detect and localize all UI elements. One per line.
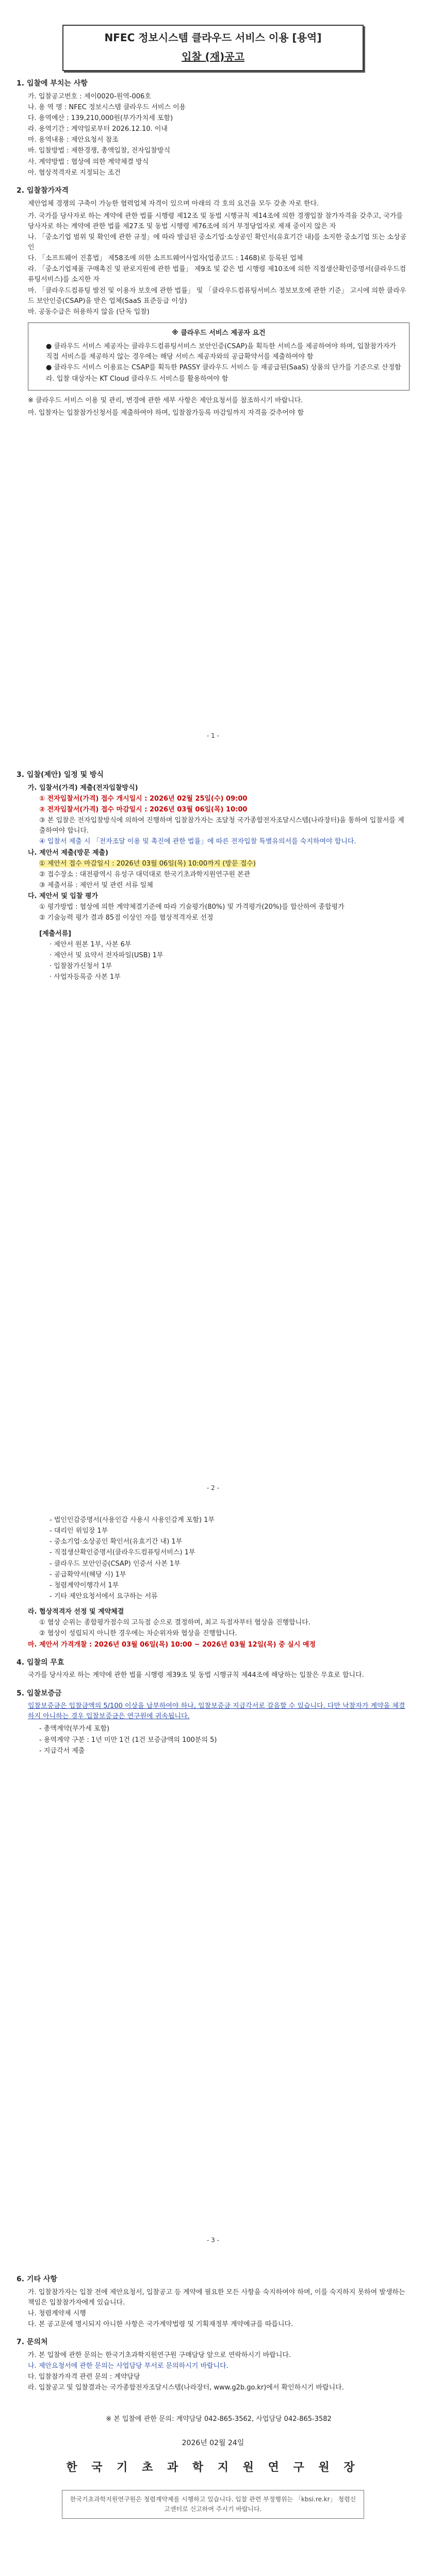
sub-heading: 나. 제안서 제출(방문 제출) <box>28 849 108 857</box>
page-number: - 1 - <box>207 732 219 740</box>
list-item: ③ 제출서류 : 제안서 및 관련 서류 일체 <box>39 881 153 889</box>
sub-heading: 라. 협상적격자 선정 및 계약체결 <box>28 1608 124 1616</box>
issue-date: 2026년 02월 24일 <box>182 2438 244 2447</box>
page-title: NFEC 정보시스템 클라우드 서비스 이용 [용역] <box>104 31 322 44</box>
page-4 <box>0 2257 426 2576</box>
box-line: 라. 입찰 대상자는 KT Cloud 클라우드 서비스를 활용하여야 함 <box>46 375 228 383</box>
footer <box>17 2414 409 2519</box>
section-heading-2: 2. 입찰참가자격 <box>17 186 69 195</box>
price-opening: 마. 제안서 가격개찰 : 2026년 03월 06일(목) 10:00 ~ 2026년 03월 12일(목) 중 실시 예정 <box>28 1640 316 1649</box>
section-heading-3: 3. 입찰(제안) 일정 및 방식 <box>17 771 104 779</box>
list-item: - 직접생산확인증명서(클라우드컴퓨팅서비스) 1부 <box>50 1549 195 1557</box>
list-item: ④ 입찰서 제출 시 「전자조달 이용 및 촉진에 관한 법률」에 따른 전자입찰 특별유의서를 숙지하여야 합니다. <box>39 838 356 846</box>
contact-line: ※ 본 입찰에 관한 문의: 계약담당 042-865-3562, 사업담당 042-865-3582 <box>106 2415 332 2423</box>
list-item: ① 협상 순위는 종합평가점수의 고득점 순으로 결정하며, 최고 득점자부터 협상을 진행합니다. <box>39 1619 310 1627</box>
list-item: - 지급각서 제출 <box>39 1747 85 1755</box>
integrity-notice: 한국기초과학지원연구원은 청렴계약제를 시행하고 있습니다. 입찰 관련 부정행위는 「kbsi.re.kr」 청렴신고센터로 신고하여 주시기 바랍니다. <box>62 2490 364 2518</box>
list-item: ① 평가방법 : 협상에 의한 계약체결기준에 따라 기술평가(80%) 및 가격평가(20%)를 합산하여 종합평가 <box>39 903 345 911</box>
list-item: 가. 본 입찰에 관한 문의는 한국기초과학지원연구원 구매담당 앞으로 연락하시기 바랍니다. <box>28 2351 291 2359</box>
section-heading-5: 5. 입찰보증금 <box>17 1689 62 1698</box>
section-heading-6: 6. 기타 사항 <box>17 2275 57 2283</box>
list-item: 가. 입찰참가자는 입찰 전에 제안요청서, 입찰공고 등 계약에 필요한 모든 사항을 숙지하여야 하며, 이를 숙지하지 못하여 발생하는 책임은 입찰참가자에게 있습니다. <box>28 2288 405 2307</box>
list-item: - 클라우드 보안인증(CSAP) 인증서 사본 1부 <box>50 1560 181 1568</box>
list-item: · 입찰참가신청서 1부 <box>50 962 112 970</box>
proposal-deadline: ① 제안서 접수 마감일시 : 2026년 03월 06일(목) 10:00까지 (방문 접수) <box>39 859 256 868</box>
box-line: ● 클라우드 서비스 이용료는 CSAP를 획득한 PASSY 클라우드 서비스 등 재공급된(SaaS) 상품의 단가를 기준으로 산정함 <box>46 364 401 372</box>
list-item: 라. 「중소기업제품 구매촉진 및 판로지원에 관한 법률」 제9조 및 같은 법 시행령 제10조에 의한 직접생산확인증명서(클라우드컴퓨팅서비스)를 소지한 자 <box>28 265 406 284</box>
page-number: - 2 - <box>207 1484 219 1492</box>
list-item: 다. 본 공고문에 명시되지 아니한 사항은 국가계약법령 및 기획재정부 계약예규를 따릅니다. <box>28 2320 293 2329</box>
note: ※ 클라우드 서비스 이용 및 관리, 변경에 관한 세부 사항은 제안요청서를 참조하시기 바랍니다. <box>28 396 303 404</box>
list-item: 나. 「중소기업 범위 및 확인에 관한 규정」에 따라 발급된 중소기업·소상공인 확인서(유효기간 내)를 소지한 중소기업 또는 소상공인 <box>28 233 407 252</box>
list-item: · 사업자등록증 사본 1부 <box>50 973 121 981</box>
list-item: 마. 「클라우드컴퓨팅 발전 및 이용자 보호에 관한 법률」 및 「클라우드컴퓨팅서비스 정보보호에 관한 기준」 고시에 의한 클라우드 보안인증(CSAP)을 받은 업체(SaaS 표준등급 이상) <box>28 286 406 305</box>
note: 마. 입찰자는 입찰참가신청서를 제출하여야 하며, 입찰참가등록 마감일까지 자격을 갖추어야 함 <box>28 409 304 417</box>
list-item: 바. 입찰방법 : 제한경쟁, 총액입찰, 전자입찰방식 <box>28 147 171 155</box>
list-item: 가. 국가를 당사자로 하는 계약에 관한 법률 시행령 제12조 및 동법 시행규칙 제14조에 의한 경쟁입찰 참가자격을 갖추고, 국가를 당사자로 하는 계약에 관한 법률 제27조 및 동법 시행령 제76조에 의거 부정당업자로 제재 중이지 않은 자 <box>28 212 403 230</box>
page-2 <box>0 752 426 1504</box>
issuer-name: 한 국 기 초 과 학 지 원 연 구 원 장 <box>66 2461 360 2475</box>
list-item: ② 기술능력 평가 결과 85점 이상인 자를 협상적격자로 선정 <box>39 914 214 922</box>
list-item: 다. 용역예산 : 139,210,000원(부가가치세 포함) <box>28 114 173 122</box>
page-subtitle: 입찰 (재)공고 <box>182 50 244 63</box>
list-item: 가. 입찰공고번호 : 제이0020-원역-006호 <box>28 92 151 100</box>
list-item: - 용역계약 구분 : 1년 미만 1건 (1건 보증금액의 100분의 5) <box>39 1736 217 1744</box>
list-item: - 공급확약서(해당 시) 1부 <box>50 1570 126 1579</box>
schedule-open: ① 전자입찰서(가격) 접수 개시일시 : 2026년 02월 25일(수) 09:00 <box>39 794 248 803</box>
list-item: 다. 입찰참가자격 관련 문의 : 계약담당 <box>28 2373 140 2381</box>
list-item: ③ 본 입찰은 전자입찰방식에 의하여 진행하며 입찰참가자는 조달청 국가종합전자조달시스템(나라장터)을 통하여 입찰서를 제출하여야 합니다. <box>39 817 404 835</box>
list-item: - 기타 제안요청서에서 요구하는 서류 <box>50 1592 158 1600</box>
section-text: 입찰보증금은 입찰금액의 5/100 이상을 납부하여야 하나, 입찰보증금 지급각서로 갈음할 수 있습니다. 다만 낙찰자가 계약을 체결하지 아니하는 경우 입찰보증금은 연구원에 귀속됩니다. <box>28 1702 405 1721</box>
list-item: - 중소기업·소상공인 확인서(유효기간 내) 1부 <box>50 1538 183 1546</box>
list-item: - 대리인 위임장 1부 <box>50 1527 108 1535</box>
list-item: 다. 「소프트웨어 진흥법」 제58조에 의한 소프트웨어사업자(업종코드 : 1468)로 등록된 업체 <box>28 255 303 263</box>
sub-heading: 가. 입찰서(가격) 제출(전자입찰방식) <box>28 784 138 792</box>
schedule-close: ② 전자입찰서(가격) 접수 마감일시 : 2026년 03월 06일(목) 10:00 <box>39 805 248 814</box>
list-item: 나. 용 역 명 : NFEC 정보시스템 클라우드 서비스 이용 <box>28 103 186 111</box>
page-3 <box>0 1504 426 2257</box>
page-number: - 3 - <box>207 2236 219 2244</box>
list-item: 라. 용역기간 : 계약일로부터 2026.12.10. 이내 <box>28 125 168 133</box>
list-title: [제출서류] <box>39 929 72 938</box>
list-item: ② 접수장소 : 대전광역시 유성구 대덕대로 한국기초과학지원연구원 본관 <box>39 870 251 878</box>
box-line: ● 클라우드 서비스 제공자는 클라우드컴퓨팅서비스 보안인증(CSAP)을 획득한 서비스를 제공하여야 하며, 입찰참가자가 직접 서비스를 제공하지 않는 경우에는 해당 서비스 제공자와의 공급확약서를 제출하여야 함 <box>46 343 396 361</box>
box-title: ※ 클라우드 서비스 제공자 요건 <box>172 329 266 337</box>
list-item: 나. 청렴계약제 시행 <box>28 2309 86 2317</box>
list-item: · 제안서 및 요약서 전자파일(USB) 1부 <box>50 951 163 959</box>
list-item: · 제안서 원본 1부, 사본 6부 <box>50 940 132 948</box>
list-item: 사. 계약방법 : 협상에 의한 계약체결 방식 <box>28 158 149 166</box>
list-item: 바. 공동수급은 허용하지 않음 (단독 입찰) <box>28 308 150 316</box>
page-1 <box>0 0 426 752</box>
sub-heading: 다. 제안서 및 입찰 평가 <box>28 892 99 901</box>
section-heading-1: 1. 입찰에 부치는 사항 <box>17 79 88 88</box>
list-item: ② 협상이 성립되지 아니한 경우에는 차순위자와 협상을 진행합니다. <box>39 1630 237 1638</box>
title-box <box>62 25 364 71</box>
list-item: 라. 입찰공고 및 입찰결과는 국가종합전자조달시스템(나라장터, www.g2b.go.kr)에서 확인하시기 바랍니다. <box>28 2384 344 2392</box>
section-heading-7: 7. 문의처 <box>17 2338 48 2347</box>
section-text: 국가를 당사자로 하는 계약에 관한 법률 시행령 제39조 및 동법 시행규칙 제44조에 해당하는 입찰은 무효로 합니다. <box>28 1671 364 1680</box>
requirement-box <box>28 323 409 391</box>
list-item: - 청렴계약이행각서 1부 <box>50 1581 119 1589</box>
list-item: - 법인인감증명서(사용인감 사용시 사용인감계 포함) 1부 <box>50 1516 215 1524</box>
section-intro: 제안업체 경쟁의 구축이 가능한 협력업체 자격이 있으며 아래의 각 호의 요건을 모두 갖춘 자로 한다. <box>28 199 319 208</box>
list-item: 마. 용역내용 : 제안요청서 참조 <box>28 136 119 144</box>
section-heading-4: 4. 입찰의 무효 <box>17 1658 64 1667</box>
list-item: 나. 제안요청서에 관한 문의는 사업담당 부서로 문의하시기 바랍니다. <box>28 2362 228 2370</box>
list-item: 아. 협상적격자로 지정되는 조건 <box>28 168 121 177</box>
list-item: - 총액계약(부가세 포함) <box>39 1725 110 1733</box>
